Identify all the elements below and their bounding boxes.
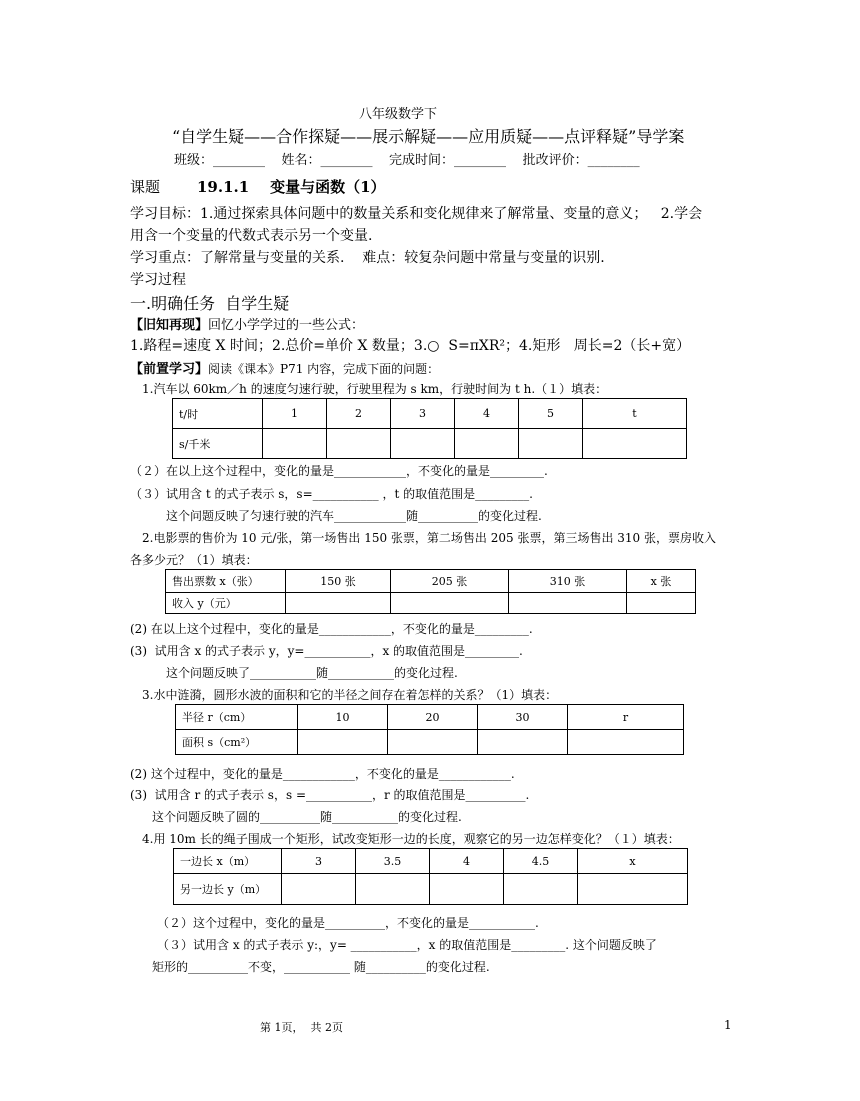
table-cell: 205 张	[391, 570, 509, 593]
page-indicator: 第 1页， 共 2页	[260, 1021, 343, 1034]
table-row	[173, 399, 687, 429]
focus-line: 学习重点：了解常量与变量的关系. 难点：较复杂问题中常量与变量的识别.	[130, 250, 605, 266]
lesson-name: 19.1.1 变量与函数（1）	[197, 178, 386, 196]
q1-prompt: 1.汽车以 60km／h 的速度匀速行驶，行驶里程为 s km，行驶时间为 t h.（１）填表：	[142, 382, 608, 396]
input-cell[interactable]	[286, 593, 391, 614]
table-row	[173, 429, 687, 459]
input-cell[interactable]	[455, 429, 519, 459]
input-cell[interactable]	[391, 429, 455, 459]
input-cell[interactable]	[282, 874, 356, 905]
table-cell: x 张	[627, 570, 696, 593]
q1-table	[172, 398, 687, 459]
lesson-label: 课题	[130, 178, 161, 196]
table-cell: 面积 s（cm²）	[176, 730, 298, 755]
q2-prompt-2: 各多少元？（1）填表：	[130, 553, 258, 567]
table-cell: s/千米	[173, 429, 263, 459]
q1-part3: （３）试用含 t 的式子表示 s，s=___________ ，t 的取值范围是_________.	[130, 487, 533, 501]
q3-part2: (2) 这个过程中，变化的量是____________，不变化的量是____________.	[130, 767, 515, 781]
q2-part2: (2) 在以上这个过程中，变化的量是____________，不变化的量是_________.	[130, 622, 533, 636]
q2-prompt-1: 2.电影票的售价为 10 元/张，第一场售出 150 张票，第二场售出 205 张票，第三场售出 310 张，票房收入	[142, 531, 716, 545]
table-cell: 10	[298, 705, 388, 730]
input-cell[interactable]	[430, 874, 504, 905]
table-row	[176, 730, 684, 755]
table-cell: 20	[388, 705, 478, 730]
pre-study-line	[130, 358, 439, 377]
process-label: 学习过程	[130, 272, 186, 288]
table-cell: 一边长 x（m）	[174, 849, 282, 874]
input-cell[interactable]	[263, 429, 327, 459]
q1-part4: 这个问题反映了匀速行驶的汽车____________随__________的变化过程.	[166, 509, 542, 523]
q3-table	[175, 704, 684, 755]
table-cell: 4	[455, 399, 519, 429]
formulas-line: 1.路程=速度 X 时间；2.总价=单价 X 数量；3.○ S=πXR²；4.矩形 周长=2（长+宽）	[130, 338, 691, 354]
input-cell[interactable]	[391, 593, 509, 614]
q4-table	[173, 848, 688, 905]
input-cell[interactable]	[327, 429, 391, 459]
input-cell[interactable]	[298, 730, 388, 755]
table-row	[166, 570, 696, 593]
section-title: 一.明确任务 自学生疑	[130, 294, 290, 313]
q4-prompt: 4.用 10m 长的绳子围成一个矩形，试改变矩形一边的长度，观察它的另一边怎样变化？（１）填表：	[142, 832, 680, 846]
table-cell: 售出票数 x（张）	[166, 570, 286, 593]
table-cell: t	[583, 399, 687, 429]
table-row	[166, 593, 696, 614]
input-cell[interactable]	[504, 874, 578, 905]
document-title: “自学生疑——合作探疑——展示解疑——应用质疑——点评释疑”导学案	[172, 127, 685, 146]
table-cell: 5	[519, 399, 583, 429]
table-cell: 收入 y（元）	[166, 593, 286, 614]
table-cell: 310 张	[509, 570, 627, 593]
table-cell: 1	[263, 399, 327, 429]
table-cell: 3	[391, 399, 455, 429]
q4-part4: 矩形的__________不变，___________ 随__________的变化过程.	[152, 960, 490, 974]
student-info-line: 班级：________ 姓名：________ 完成时间：________ 批改评价：________	[174, 153, 640, 168]
goals-line-1: 学习目标：1.通过探索具体问题中的数量关系和变化规律来了解常量、变量的意义； 2.学会	[130, 206, 703, 222]
table-cell: 3	[282, 849, 356, 874]
table-cell: 2	[327, 399, 391, 429]
review-line	[130, 314, 364, 333]
q3-part3: (3) 试用含 r 的式子表示 s，s =___________，r 的取值范围是__________.	[130, 788, 530, 802]
table-cell: x	[578, 849, 688, 874]
review-tag: 【旧知再现】	[130, 318, 209, 333]
grade-label: 八年级数学下	[359, 107, 438, 122]
input-cell[interactable]	[388, 730, 478, 755]
table-cell: 另一边长 y（m）	[174, 874, 282, 905]
q1-part2: （２）在以上这个过程中，变化的量是____________，不变化的量是_________.	[130, 464, 548, 478]
review-text: 回忆小学学过的一些公式：	[208, 318, 365, 333]
q2-table	[165, 569, 696, 614]
q4-part2: （２）这个过程中，变化的量是__________，不变化的量是___________.	[157, 916, 539, 930]
page-number: 1	[724, 1018, 732, 1032]
input-cell[interactable]	[578, 874, 688, 905]
table-cell: t/时	[173, 399, 263, 429]
goals-line-2: 用含一个变量的代数式表示另一个变量.	[130, 228, 373, 244]
table-row	[174, 874, 688, 905]
table-row	[174, 849, 688, 874]
table-row	[176, 705, 684, 730]
q4-part3: （３）试用含 x 的式子表示 y:，y= ___________，x 的取值范围是_________. 这个问题反映了	[157, 938, 657, 952]
q3-prompt: 3.水中涟漪，圆形水波的面积和它的半径之间存在着怎样的关系？（1）填表：	[142, 688, 558, 702]
table-cell: 3.5	[356, 849, 430, 874]
pre-study-tag: 【前置学习】	[130, 362, 209, 377]
pre-study-text: 阅读《课本》P71 内容，完成下面的问题：	[208, 362, 440, 376]
q2-part3: (3) 试用含 x 的式子表示 y，y=___________，x 的取值范围是_________.	[130, 644, 523, 658]
table-cell: 150 张	[286, 570, 391, 593]
input-cell[interactable]	[568, 730, 684, 755]
table-cell: r	[568, 705, 684, 730]
table-cell: 4.5	[504, 849, 578, 874]
table-cell: 4	[430, 849, 504, 874]
input-cell[interactable]	[519, 429, 583, 459]
table-cell: 半径 r（cm）	[176, 705, 298, 730]
input-cell[interactable]	[583, 429, 687, 459]
q3-part4: 这个问题反映了圆的__________随___________的变化过程.	[152, 810, 462, 824]
input-cell[interactable]	[509, 593, 627, 614]
input-cell[interactable]	[627, 593, 696, 614]
input-cell[interactable]	[478, 730, 568, 755]
q2-part4: 这个问题反映了___________随___________的变化过程.	[166, 666, 458, 680]
input-cell[interactable]	[356, 874, 430, 905]
table-cell: 30	[478, 705, 568, 730]
